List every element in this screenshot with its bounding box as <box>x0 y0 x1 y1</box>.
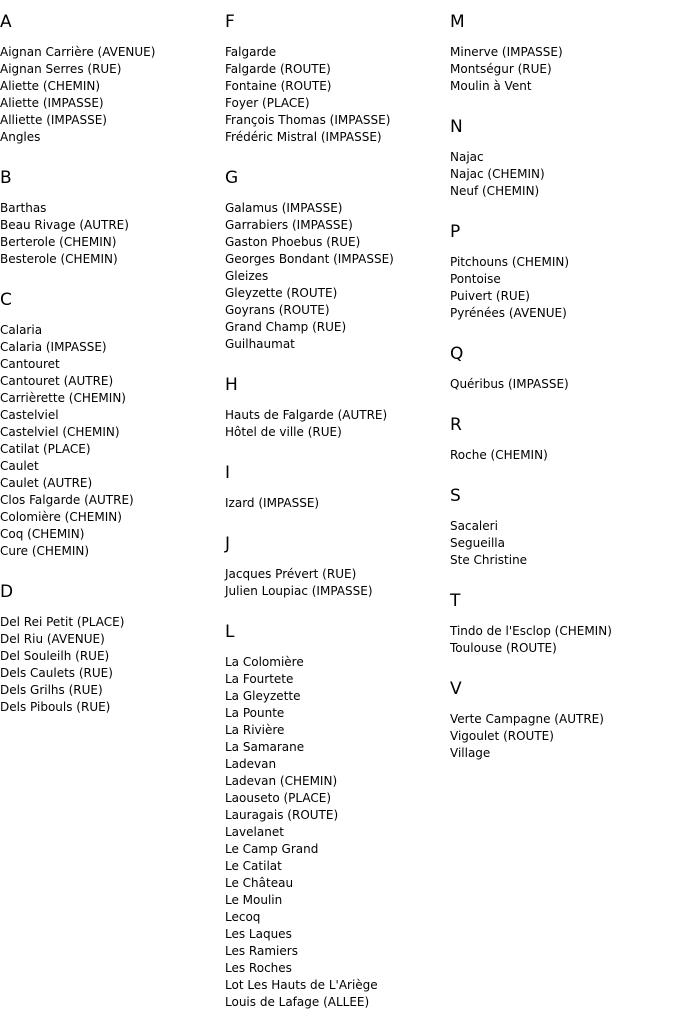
street-item: Grand Champ (RUE) <box>225 320 347 334</box>
street-list <box>450 44 670 95</box>
street-item: Les Laques <box>225 927 292 941</box>
street-item: Moulin à Vent <box>450 79 532 93</box>
street-column <box>225 10 445 1031</box>
street-list <box>225 407 445 441</box>
street-item: Neuf (CHEMIN) <box>450 184 540 198</box>
letter-heading: M <box>450 12 465 32</box>
street-item: Dels Grilhs (RUE) <box>0 683 103 697</box>
letter-group <box>0 288 220 560</box>
street-item: Gleyzette (ROUTE) <box>225 286 338 300</box>
letter-heading: D <box>0 582 14 602</box>
letter-heading: F <box>225 12 235 32</box>
street-item: François Thomas (IMPASSE) <box>225 113 391 127</box>
street-item: Gaston Phoebus (RUE) <box>225 235 361 249</box>
street-item: La Rivière <box>225 723 285 737</box>
street-list <box>450 711 670 762</box>
street-item: Coq (CHEMIN) <box>0 527 85 541</box>
letter-heading: R <box>450 415 462 435</box>
street-item: Clos Falgarde (AUTRE) <box>0 493 134 507</box>
street-list <box>0 614 220 716</box>
street-item: Les Ramiers <box>225 944 298 958</box>
street-item: Segueilla <box>450 536 505 550</box>
letter-heading: N <box>450 117 463 137</box>
letter-group <box>450 589 670 657</box>
street-column <box>450 10 670 782</box>
street-item: Julien Loupiac (IMPASSE) <box>225 584 373 598</box>
street-item: Del Rei Petit (PLACE) <box>0 615 125 629</box>
street-item: Lauragais (ROUTE) <box>225 808 339 822</box>
street-list <box>450 254 670 322</box>
street-item: Cantouret (AUTRE) <box>0 374 114 388</box>
street-item: Fontaine (ROUTE) <box>225 79 332 93</box>
letter-group <box>225 373 445 441</box>
street-item: Goyrans (ROUTE) <box>225 303 330 317</box>
street-item: Le Camp Grand <box>225 842 319 856</box>
letter-group <box>0 580 220 716</box>
street-item: Pontoise <box>450 272 501 286</box>
letter-heading: S <box>450 486 461 506</box>
street-item: Ladevan (CHEMIN) <box>225 774 338 788</box>
street-item: Lecoq <box>225 910 261 924</box>
street-item: Quéribus (IMPASSE) <box>450 377 569 391</box>
letter-heading: A <box>0 12 12 32</box>
street-item: Del Riu (AVENUE) <box>0 632 105 646</box>
street-item: Carrièrette (CHEMIN) <box>0 391 126 405</box>
street-item: Castelviel <box>0 408 59 422</box>
street-item: Verte Campagne (AUTRE) <box>450 712 604 726</box>
street-list <box>450 149 670 200</box>
street-list <box>225 44 445 146</box>
street-item: Montségur (RUE) <box>450 62 552 76</box>
street-item: Lot Les Hauts de L'Ariège <box>225 978 378 992</box>
street-item: Ste Christine <box>450 553 528 567</box>
street-item: Georges Bondant (IMPASSE) <box>225 252 394 266</box>
street-item: Galamus (IMPASSE) <box>225 201 343 215</box>
letter-group <box>0 10 220 146</box>
letter-group <box>450 413 670 464</box>
street-item: Cantouret <box>0 357 60 371</box>
letter-heading: B <box>0 168 12 188</box>
street-item: Catilat (PLACE) <box>0 442 91 456</box>
street-item: Del Souleilh (RUE) <box>0 649 110 663</box>
street-item: Falgarde (ROUTE) <box>225 62 331 76</box>
street-item: La Fourtete <box>225 672 294 686</box>
letter-group <box>450 115 670 200</box>
street-item: Aignan Serres (RUE) <box>0 62 122 76</box>
street-item: Le Moulin <box>225 893 283 907</box>
street-item: Aignan Carrière (AVENUE) <box>0 45 156 59</box>
street-item: Izard (IMPASSE) <box>225 496 320 510</box>
street-item: Guilhaumat <box>225 337 295 351</box>
street-item: Berterole (CHEMIN) <box>0 235 117 249</box>
letter-heading: J <box>225 534 231 554</box>
street-item: Le Catilat <box>225 859 282 873</box>
street-list <box>0 200 220 268</box>
letter-group <box>450 220 670 322</box>
street-list <box>225 566 445 600</box>
street-item: Caulet <box>0 459 39 473</box>
street-list <box>225 654 445 1011</box>
street-item: Dels Pibouls (RUE) <box>0 700 111 714</box>
letter-heading: L <box>225 622 235 642</box>
street-item: Pyrénées (AVENUE) <box>450 306 567 320</box>
letter-group <box>0 166 220 268</box>
street-item: Aliette (CHEMIN) <box>0 79 101 93</box>
letter-heading: T <box>450 591 461 611</box>
street-item: Sacaleri <box>450 519 498 533</box>
street-list <box>450 376 670 393</box>
street-item: Foyer (PLACE) <box>225 96 310 110</box>
street-item: Tindo de l'Esclop (CHEMIN) <box>450 624 612 638</box>
letter-group <box>225 532 445 600</box>
street-item: Aliette (IMPASSE) <box>0 96 104 110</box>
street-item: Village <box>450 746 491 760</box>
letter-group <box>225 461 445 512</box>
letter-heading: Q <box>450 344 464 364</box>
street-item: Najac (CHEMIN) <box>450 167 545 181</box>
street-item: Besterole (CHEMIN) <box>0 252 118 266</box>
letter-heading: G <box>225 168 239 188</box>
street-item: La Pounte <box>225 706 285 720</box>
street-item: Toulouse (ROUTE) <box>450 641 557 655</box>
street-item: Hôtel de ville (RUE) <box>225 425 342 439</box>
street-item: Gleizes <box>225 269 269 283</box>
street-list <box>450 447 670 464</box>
street-item: Laouseto (PLACE) <box>225 791 332 805</box>
letter-heading: P <box>450 222 461 242</box>
street-item: Roche (CHEMIN) <box>450 448 548 462</box>
letter-group <box>225 166 445 353</box>
street-item: Colomière (CHEMIN) <box>0 510 122 524</box>
letter-group <box>450 677 670 762</box>
street-item: Le Château <box>225 876 294 890</box>
street-item: Ladevan <box>225 757 277 771</box>
street-item: Najac <box>450 150 484 164</box>
street-item: Falgarde <box>225 45 277 59</box>
street-item: Les Roches <box>225 961 292 975</box>
letter-group <box>225 10 445 146</box>
street-item: Barthas <box>0 201 47 215</box>
letter-heading: C <box>0 290 12 310</box>
street-item: Hauts de Falgarde (AUTRE) <box>225 408 388 422</box>
street-item: Vigoulet (ROUTE) <box>450 729 554 743</box>
street-item: Lavelanet <box>225 825 284 839</box>
street-list <box>225 200 445 353</box>
street-item: Castelviel (CHEMIN) <box>0 425 120 439</box>
street-item: Minerve (IMPASSE) <box>450 45 563 59</box>
letter-group <box>450 342 670 393</box>
street-item: Calaria (IMPASSE) <box>0 340 107 354</box>
street-item: Louis de Lafage (ALLEE) <box>225 995 370 1009</box>
letter-group <box>225 620 445 1011</box>
street-item: Cure (CHEMIN) <box>0 544 90 558</box>
street-item: Alliette (IMPASSE) <box>0 113 107 127</box>
street-list <box>450 518 670 569</box>
street-item: La Gleyzette <box>225 689 301 703</box>
street-item: Angles <box>0 130 41 144</box>
street-list <box>0 322 220 560</box>
street-item: Puivert (RUE) <box>450 289 530 303</box>
street-list <box>450 623 670 657</box>
street-item: Dels Caulets (RUE) <box>0 666 113 680</box>
street-list <box>225 495 445 512</box>
street-item: Jacques Prévert (RUE) <box>225 567 357 581</box>
street-item: Calaria <box>0 323 43 337</box>
letter-heading: H <box>225 375 238 395</box>
letter-heading: I <box>225 463 231 483</box>
street-item: Garrabiers (IMPASSE) <box>225 218 353 232</box>
street-item: Beau Rivage (AUTRE) <box>0 218 129 232</box>
letter-group <box>450 484 670 569</box>
street-item: La Colomière <box>225 655 304 669</box>
street-item: Pitchouns (CHEMIN) <box>450 255 570 269</box>
street-item: Frédéric Mistral (IMPASSE) <box>225 130 382 144</box>
street-list <box>0 44 220 146</box>
letter-group <box>450 10 670 95</box>
street-column <box>0 10 220 736</box>
street-item: La Samarane <box>225 740 305 754</box>
street-item: Caulet (AUTRE) <box>0 476 93 490</box>
letter-heading: V <box>450 679 462 699</box>
